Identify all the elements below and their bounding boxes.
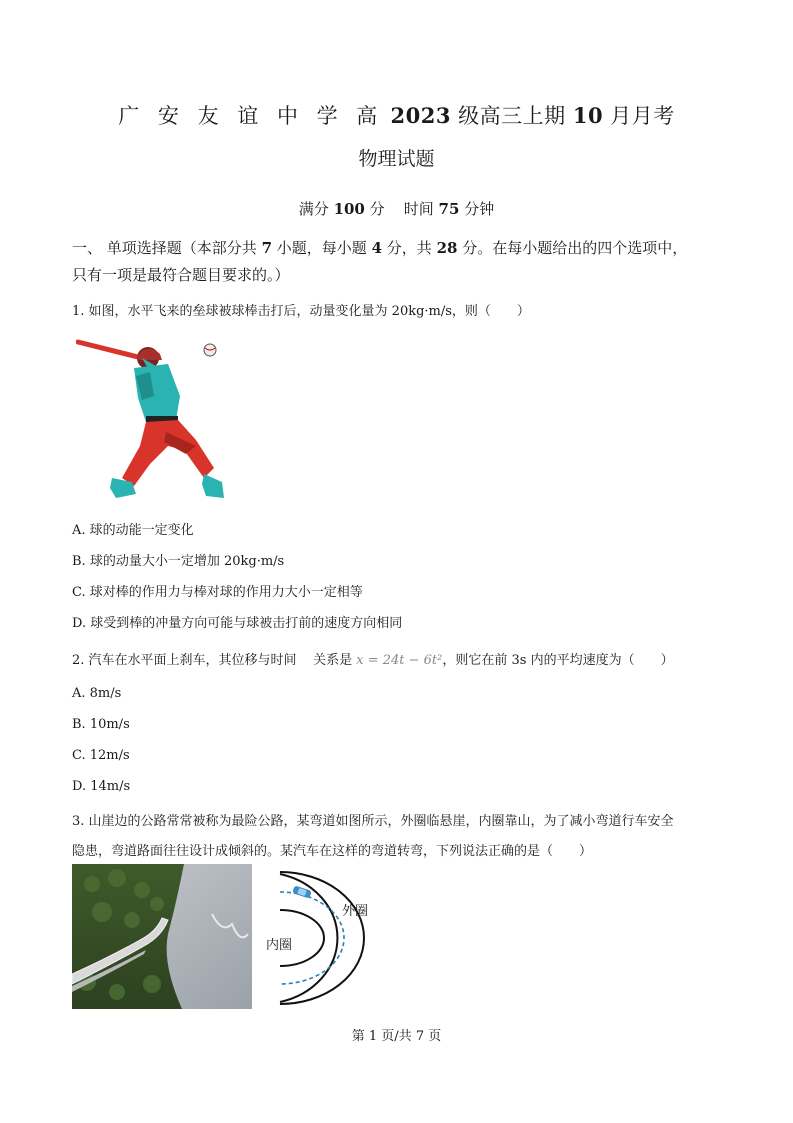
exam-title	[0, 100, 793, 130]
q1-option-d: D. 球受到棒的冲量方向可能与球被击打前的速度方向相同	[72, 616, 403, 631]
title-prefix: 广 安 友 谊 中 学 高	[118, 104, 384, 128]
q1-stem: 1. 如图，水平飞来的垒球被球棒击打后，动量变化量为 20kg·m/s，则（ ）	[72, 304, 530, 319]
section-each: 4	[371, 239, 383, 257]
section-text-d: 分。在每小题给出的四个选项中，	[462, 239, 688, 257]
score-value: 100	[333, 200, 365, 218]
q2-option-c: C. 12m/s	[72, 748, 130, 763]
title-mid: 级高三上期	[458, 104, 566, 128]
q2-option-a: A. 8m/s	[72, 686, 122, 701]
section-heading-line2: 只有一项是最符合题目要求的。）	[72, 266, 290, 284]
section-heading-line1	[72, 235, 687, 261]
cliff-road-photo	[72, 864, 252, 1009]
score-unit: 分	[369, 200, 385, 218]
curve-diagram	[262, 866, 382, 1008]
section-count: 7	[261, 239, 272, 257]
q1-option-b: B. 球的动量大小一定增加 20kg·m/s	[72, 554, 285, 569]
outer-ring-label: 外圈	[342, 904, 369, 919]
q2-option-d: D. 14m/s	[72, 779, 131, 794]
q1-option-c: C. 球对棒的作用力与棒对球的作用力大小一定相等	[72, 585, 363, 600]
page-footer: 第 1 页/共 7 页	[351, 1029, 442, 1044]
inner-ring-label: 内圈	[266, 938, 293, 953]
q2-stem-b: 关系是	[313, 653, 353, 668]
q3-stem-line2: 隐患，弯道路面往往设计成倾斜的。某汽车在这样的弯道转弯，下列说法正确的是（ ）	[72, 844, 593, 859]
title-month: 10	[572, 103, 604, 128]
time-label: 时间	[403, 200, 434, 218]
section-total: 28	[436, 239, 458, 257]
section-text-c: 分，共	[386, 239, 432, 257]
q2-stem	[72, 649, 674, 668]
batter-illustration	[76, 336, 226, 504]
time-value: 75	[438, 200, 460, 218]
q3-stem-line1: 3. 山崖边的公路常常被称为最险公路，某弯道如图所示，外圈临悬崖，内圈靠山，为了减小弯道行车安全	[72, 814, 674, 829]
section-text-b: 小题，每小题	[276, 239, 367, 257]
section-text-a: 一、 单项选择题（本部分共	[72, 239, 257, 257]
q1-option-a: A. 球的动能一定变化	[72, 523, 194, 538]
title-year: 2023	[390, 103, 451, 128]
cliff-road-illustration	[72, 864, 252, 1009]
title-suffix: 月月考	[610, 104, 675, 128]
q2-stem-c: ，则它在前 3s 内的平均速度为（ ）	[442, 653, 674, 668]
exam-meta	[0, 198, 793, 219]
score-label: 满分	[298, 200, 329, 218]
time-unit: 分钟	[464, 200, 495, 218]
q2-formula: x = 24t − 6t²	[356, 653, 443, 668]
q2-stem-a: 2. 汽车在水平面上刹车，其位移与时间	[72, 653, 297, 668]
exam-subtitle: 物理试题	[358, 148, 435, 170]
baseball-player-image	[76, 336, 226, 504]
q2-option-b: B. 10m/s	[72, 717, 130, 732]
